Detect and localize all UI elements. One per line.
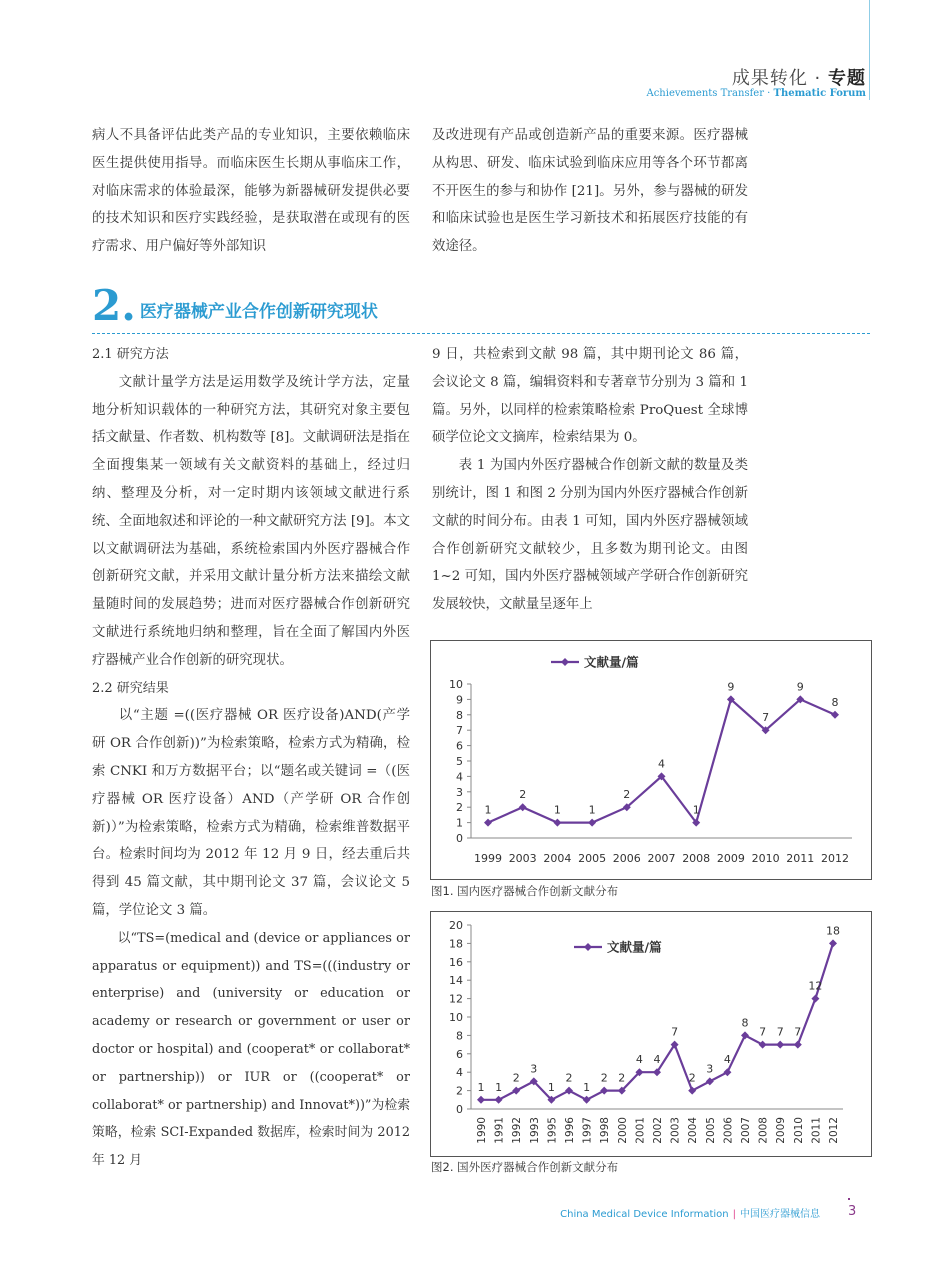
data-point (794, 1041, 802, 1049)
data-label: 7 (759, 1025, 767, 1039)
x-tick-label: 2002 (652, 1117, 664, 1144)
y-tick-label: 14 (449, 974, 463, 988)
x-tick-label: 2003 (669, 1117, 682, 1144)
data-label: 8 (831, 695, 839, 709)
data-label: 8 (741, 1016, 749, 1030)
data-label: 7 (794, 1025, 802, 1039)
top-left-paragraph: 病人不具备评估此类产品的专业知识，主要依赖临床医生提供使用指导。而临床医生长期从事临床工作，对临床需求的体验最深，能够为新器械研发提供必要的技术知识和医疗实践经验，是获取潜在或现有的医疗需求、用户偏好等外部知识 (92, 128, 410, 255)
x-tick-label: 2004 (687, 1117, 700, 1144)
y-tick-label: 4 (456, 1066, 463, 1080)
x-tick-label: 2003 (508, 852, 537, 865)
data-label: 9 (727, 680, 735, 694)
x-tick-label: 2011 (786, 852, 815, 865)
y-tick-label: 2 (456, 1084, 463, 1098)
paragraph-analysis: 表 1 为国内外医疗器械合作创新文献的数量及类别统计，图 1 和图 2 分别为国内外医疗器械合作创新文献的时间分布。由表 1 可知，国内外医疗器械领域合作创新研究文献较少，且多数为期刊论文。由图 1~2 可知，国内外医疗器械领域产学研合作创新研究发展较快，文献量呈逐年上 (432, 458, 748, 613)
x-tick-label: 1998 (599, 1117, 612, 1144)
y-tick-label: 20 (449, 919, 463, 932)
data-label: 2 (519, 788, 527, 802)
data-label: 7 (671, 1025, 679, 1039)
data-label: 2 (623, 788, 631, 802)
subsection-heading-2-1: 2.1 研究方法 (92, 347, 169, 362)
x-tick-label: 2011 (810, 1117, 823, 1144)
chart-2-foreign-literature (431, 912, 871, 1156)
x-tick-label: 1992 (511, 1117, 524, 1144)
header-vertical-rule (869, 0, 870, 100)
legend-label: 文献量/篇 (584, 654, 639, 670)
data-label: 4 (635, 1053, 643, 1067)
section-number: 2. (92, 281, 136, 330)
data-point (811, 995, 819, 1003)
x-tick-label: 2007 (740, 1117, 752, 1144)
data-label: 1 (495, 1080, 503, 1094)
x-tick-label: 2008 (682, 852, 711, 865)
y-tick-label: 6 (456, 739, 463, 753)
x-tick-label: 2009 (775, 1117, 788, 1144)
data-point (512, 1087, 520, 1095)
x-tick-label: 2012 (828, 1117, 840, 1144)
data-label: 3 (706, 1062, 714, 1076)
y-tick-label: 9 (456, 693, 463, 707)
legend-marker (561, 658, 569, 666)
paragraph-foreign-search: 以“TS=(medical and (device or appliances or apparatus or equipment)) and TS=(((industry or enterprise) and (university or education or academy or research or government or user or doctor or hospital) and (cooperat* or collaborat* or partnership)) or IUR or ((cooperat* or collaborat* or partnership) and Innovat*))”为检索策略，检索 SCI-Expanded 数据库，检索时间为 2012 年 12 月 (92, 930, 410, 1169)
x-tick-label: 2001 (634, 1117, 647, 1144)
page-number: 3 (848, 1204, 857, 1219)
x-tick-label: 2005 (578, 852, 607, 865)
series-line (481, 943, 833, 1099)
paragraph-domestic-search: 以“主题 =((医疗器械 OR 医疗设备)AND(产学研 OR 合作创新))”为检索策略，检索方式为精确，检索 CNKI 和万方数据平台；以“题名或关键词 =（(医疗器械 OR 医疗设备）AND（产学研 OR 合作创新)）”为检索策略，检索方式为精确，检索维普数据平台。检索时间均为 2012 年 12 月 9 日，经去重后共得到 45 篇文献，其中期刊论文 37 篇，会议论文 5 篇，学位论文 3 篇。 (92, 708, 410, 918)
data-label: 18 (826, 924, 840, 938)
data-point (600, 1087, 608, 1095)
section-title: 医疗器械产业合作创新研究现状 (139, 302, 378, 322)
chart-1-domestic-literature (431, 641, 871, 879)
x-tick-label: 2010 (751, 852, 780, 865)
x-tick-label: 2000 (616, 1117, 629, 1144)
data-label: 2 (600, 1071, 608, 1085)
section-divider (92, 333, 870, 334)
data-label: 1 (692, 803, 700, 817)
data-point (495, 1096, 503, 1104)
y-tick-label: 0 (456, 832, 463, 845)
data-label: 3 (530, 1062, 538, 1076)
x-tick-label: 1991 (493, 1117, 506, 1144)
data-label: 1 (484, 803, 492, 817)
y-tick-label: 10 (449, 678, 463, 691)
x-tick-label: 1996 (564, 1117, 576, 1144)
chart-2-caption: 图2. 国外医疗器械合作创新文献分布 (431, 1160, 619, 1174)
y-tick-label: 8 (456, 1029, 463, 1043)
x-tick-label: 2009 (716, 852, 745, 865)
data-point (565, 1087, 573, 1095)
data-label: 7 (762, 711, 770, 725)
data-point (553, 819, 561, 827)
x-tick-label: 2005 (704, 1117, 717, 1144)
x-tick-label: 1990 (476, 1117, 488, 1144)
y-tick-label: 7 (456, 724, 463, 738)
y-tick-label: 0 (456, 1103, 463, 1116)
chart-2-frame (430, 911, 872, 1157)
data-label: 4 (723, 1053, 731, 1067)
paragraph-research-methods: 文献计量学方法是运用数学及统计学方法，定量地分析知识载体的一种研究方法，其研究对象主要包括文献量、作者数、机构数等 [8]。文献调研法是指在全面搜集某一领域有关文献资料的基础上，经过归纳、整理及分析，对一定时期内该领域文献进行系统、全面地叙述和评论的一种文献研究方法 [9]。本文以文献调研法为基础，系统检索国内外医疗器械合作创新研究文献，并采用文献计量分析方法来描绘文献量随时间的发展趋势；进而对医疗器械合作创新研究文献进行系统地归纳和整理，旨在全面了解国内外医疗器械产业合作创新的研究现状。 (92, 374, 410, 668)
section-heading (92, 281, 378, 330)
y-tick-label: 12 (449, 992, 463, 1006)
y-tick-label: 10 (449, 1011, 463, 1024)
data-point (776, 1041, 784, 1049)
x-tick-label: 2010 (792, 1117, 805, 1144)
data-point (723, 1068, 731, 1076)
data-label: 2 (688, 1071, 696, 1085)
chart-1-frame (430, 640, 872, 880)
data-point (831, 711, 839, 719)
legend-label: 文献量/篇 (607, 939, 662, 955)
y-tick-label: 2 (456, 801, 463, 815)
data-point (688, 1087, 696, 1095)
subsection-heading-2-2: 2.2 研究结果 (92, 680, 169, 696)
x-tick-label: 2006 (612, 852, 641, 865)
left-column (92, 341, 410, 1175)
data-label: 1 (547, 1080, 555, 1094)
footer-journal: China Medical Device Information | 中国医疗器械信息 (560, 1209, 820, 1220)
x-tick-label: 1999 (474, 852, 502, 865)
y-tick-label: 8 (456, 708, 463, 722)
y-tick-label: 16 (449, 955, 463, 969)
data-label: 2 (512, 1071, 520, 1085)
data-label: 12 (808, 979, 823, 993)
y-tick-label: 18 (449, 937, 463, 951)
x-tick-label: 2004 (543, 852, 572, 865)
data-point (759, 1041, 767, 1049)
chart-1-caption: 图1. 国内医疗器械合作创新文献分布 (431, 884, 619, 898)
data-label: 7 (776, 1025, 784, 1039)
data-label: 1 (553, 803, 561, 817)
paragraph-search-results: 9 日，共检索到文献 98 篇，其中期刊论文 86 篇，会议论文 8 篇，编辑资料和专著章节分别为 3 篇和 1 篇。另外，以同样的检索策略检索 ProQuest 全球博硕学位论文文摘库，检索结果为 0。 (432, 347, 748, 446)
data-label: 2 (565, 1071, 573, 1085)
x-tick-label: 2008 (757, 1117, 770, 1144)
y-tick-label: 1 (456, 816, 463, 830)
top-right-paragraph: 及改进现有产品或创造新产品的重要来源。医疗器械从构思、研发、临床试验到临床应用等各个环节都离不开医生的参与和协作 [21]。另外，参与器械的研发和临床试验也是医生学习新技术和拓展医疗技能的有效途径。 (432, 128, 748, 255)
y-tick-label: 6 (456, 1047, 463, 1061)
right-column (432, 341, 748, 619)
x-tick-label: 1997 (581, 1117, 594, 1144)
x-tick-label: 2007 (647, 852, 676, 865)
y-tick-label: 3 (456, 785, 463, 799)
data-point (519, 803, 527, 811)
data-label: 4 (653, 1053, 661, 1067)
page-number-mark (848, 1198, 850, 1200)
data-label: 1 (477, 1080, 485, 1094)
legend-marker (584, 943, 592, 951)
x-tick-label: 2012 (821, 852, 849, 865)
data-label: 1 (588, 803, 596, 817)
data-point (477, 1096, 485, 1104)
x-tick-label: 1993 (528, 1117, 541, 1144)
data-point (484, 819, 492, 827)
x-tick-label: 2006 (722, 1117, 735, 1144)
data-point (706, 1077, 714, 1085)
data-point (588, 819, 596, 827)
data-label: 2 (618, 1071, 626, 1085)
header-subtitle: Achievements Transfer · Thematic Forum (646, 88, 866, 99)
y-tick-label: 4 (456, 770, 463, 784)
data-label: 4 (658, 757, 665, 771)
x-tick-label: 1995 (546, 1117, 559, 1144)
data-label: 9 (796, 680, 804, 694)
data-point (583, 1096, 591, 1104)
y-tick-label: 5 (456, 755, 463, 768)
header-title: 成果转化 · 专题 (731, 68, 866, 89)
data-point (829, 939, 837, 947)
data-point (741, 1031, 749, 1039)
data-label: 1 (583, 1080, 591, 1094)
